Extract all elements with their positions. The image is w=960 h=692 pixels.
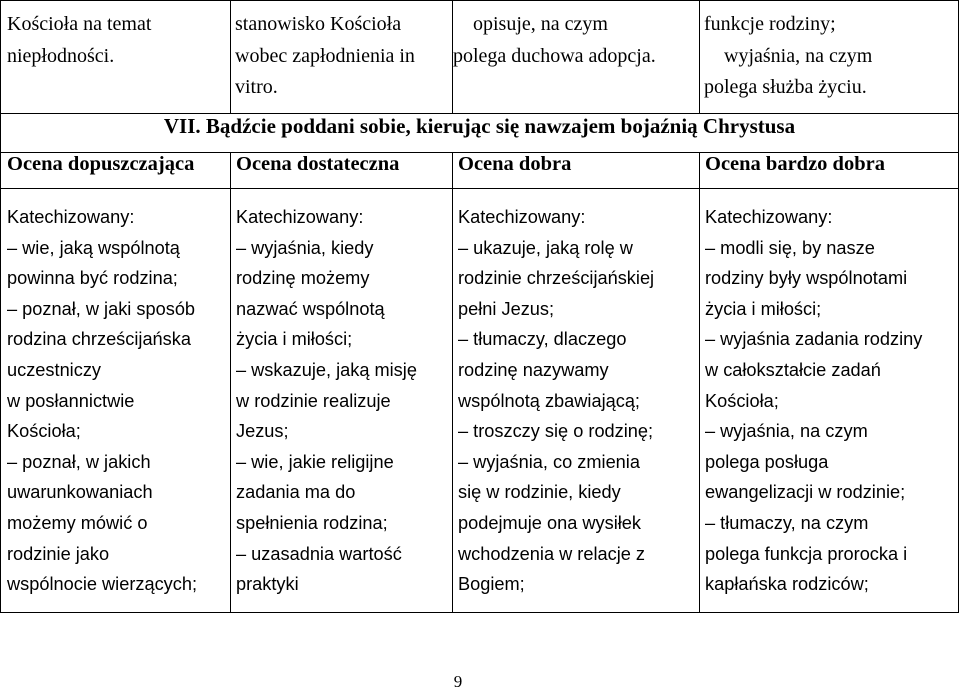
top-cell-1 xyxy=(1,1,231,114)
text-line: w posłannictwie xyxy=(7,390,135,411)
text-line: Katechizowany: xyxy=(458,207,586,227)
text-line: – wyjaśnia, na czym xyxy=(705,421,868,442)
text-line: funkcje rodziny; xyxy=(704,13,836,35)
top-cell-3 xyxy=(453,1,700,114)
text-line: uczestniczy xyxy=(7,359,102,380)
text-line: niepłodności. xyxy=(7,44,115,67)
text-line: – uzasadnia wartość xyxy=(236,543,402,564)
text-line: polega duchowa adopcja. xyxy=(453,44,656,67)
text-line: opisuje, na czym xyxy=(453,13,608,35)
text-line: – modli się, by nasze xyxy=(705,237,875,258)
text-line: życia i miłości; xyxy=(236,329,353,350)
text-line: rodzinę możemy xyxy=(236,268,370,289)
text-line: – tłumaczy, dlaczego xyxy=(458,329,627,350)
text-line: wspólnotą zbawiającą; xyxy=(458,390,640,411)
text-line: polega służba życiu. xyxy=(704,76,867,98)
text-line: Katechizowany: xyxy=(7,207,135,227)
text-line: kapłańska rodziców; xyxy=(705,574,869,595)
text-line: ewangelizacji w rodzinie; xyxy=(705,482,906,503)
text-line: praktyki xyxy=(236,574,299,595)
continuation-row xyxy=(1,1,959,114)
requirements-row xyxy=(1,189,959,613)
text-line: nazwać wspólnotą xyxy=(236,298,385,319)
text-line: możemy mówić o xyxy=(7,512,148,533)
top-cell-4 xyxy=(700,1,959,114)
text-line: stanowisko Kościoła xyxy=(235,13,402,35)
text-line: Katechizowany: xyxy=(705,207,833,227)
text-line: wyjaśnia, na czym xyxy=(704,44,873,67)
grade-header-dopuszczajaca: Ocena dopuszczająca xyxy=(1,153,231,189)
text-line: Kościoła; xyxy=(7,421,81,442)
text-line: się w rodzinie, kiedy xyxy=(458,482,621,503)
text-line: Kościoła; xyxy=(705,390,779,411)
text-line: rodzinę nazywamy xyxy=(458,359,609,380)
text-line: – wie, jakie religijne xyxy=(236,451,394,472)
text-line: polega funkcja prorocka i xyxy=(705,543,908,564)
text-line: zadania ma do xyxy=(236,482,356,503)
requirements-cell-dostateczna xyxy=(231,189,453,613)
requirements-cell-bardzo-dobra xyxy=(700,189,959,613)
text-line: pełni Jezus; xyxy=(458,298,555,319)
requirements-cell-dopuszczajaca xyxy=(1,189,231,613)
text-line: uwarunkowaniach xyxy=(7,482,153,503)
text-line: – wyjaśnia, kiedy xyxy=(236,237,374,258)
text-line: Bogiem; xyxy=(458,574,525,595)
text-line: – poznał, w jaki sposób xyxy=(7,298,196,319)
text-line: powinna być rodzina; xyxy=(7,268,178,289)
text-line: Kościoła na temat xyxy=(7,13,152,35)
text-line: Katechizowany: xyxy=(236,207,364,227)
text-line: – wskazuje, jaką misję xyxy=(236,359,417,380)
requirements-cell-dobra xyxy=(453,189,700,613)
text-line: rodzina chrześcijańska xyxy=(7,329,191,350)
grade-header-dobra: Ocena dobra xyxy=(453,153,700,189)
text-line: wspólnocie wierzących; xyxy=(7,574,198,595)
text-line: życia i miłości; xyxy=(705,298,822,319)
text-line: rodziny były wspólnotami xyxy=(705,268,908,289)
section-title: VII. Bądźcie poddani sobie, kierując się nawzajem bojaźnią Chrystusa xyxy=(1,114,959,153)
text-line: wobec zapłodnienia in xyxy=(235,44,415,67)
top-cell-2 xyxy=(231,1,453,114)
text-line: – tłumaczy, na czym xyxy=(705,512,869,533)
text-line: – ukazuje, jaką rolę w xyxy=(458,237,633,258)
grade-header-dostateczna: Ocena dostateczna xyxy=(231,153,453,189)
text-line: – wyjaśnia, co zmienia xyxy=(458,451,640,472)
text-line: rodzinie jako xyxy=(7,543,110,564)
text-line: rodzinie chrześcijańskiej xyxy=(458,268,655,289)
text-line: – poznał, w jakich xyxy=(7,451,151,472)
grade-header-row xyxy=(1,153,959,189)
text-line: vitro. xyxy=(235,76,278,98)
text-line: polega posługa xyxy=(705,451,829,472)
text-line: wchodzenia w relacje z xyxy=(458,543,646,564)
text-line: – wyjaśnia zadania rodziny xyxy=(705,329,923,350)
grade-header-bardzo-dobra: Ocena bardzo dobra xyxy=(700,153,959,189)
text-line: spełnienia rodzina; xyxy=(236,512,388,533)
text-line: Jezus; xyxy=(236,421,289,442)
text-line: w całokształcie zadań xyxy=(705,359,881,380)
text-line: w rodzinie realizuje xyxy=(236,390,391,411)
text-line: – wie, jaką wspólnotą xyxy=(7,237,180,258)
text-line: podejmuje ona wysiłek xyxy=(458,512,641,533)
page-number: 9 xyxy=(453,672,463,691)
text-line: – troszczy się o rodzinę; xyxy=(458,421,654,442)
